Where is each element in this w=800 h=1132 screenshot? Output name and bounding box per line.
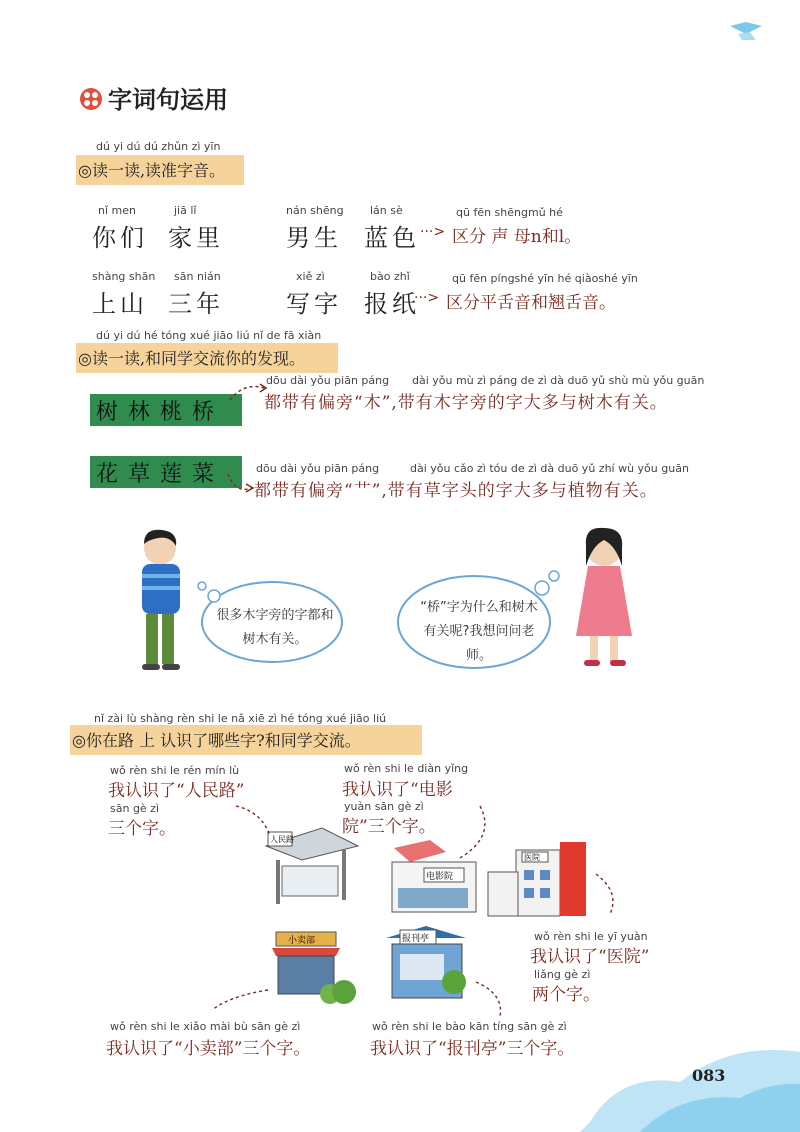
word-pinyin: sān nián: [174, 270, 221, 283]
word: 报纸: [364, 290, 420, 318]
word: 男生: [286, 224, 342, 252]
note: 都带有偏旁“艹”,带有草字头的字大多与植物有关。: [254, 481, 658, 501]
word-pinyin: xiě zì: [296, 270, 325, 283]
word: 蓝色: [364, 224, 420, 252]
bus-stop-illustration: [262, 826, 362, 912]
girl-speech: “桥”字为什么和树木有关呢?我想问问老师。: [420, 600, 538, 663]
char-group-text: 树林桃桥: [96, 400, 225, 425]
sentence: 我认识了“电影: [342, 780, 453, 800]
sentence: 我认识了“人民路”: [108, 781, 245, 801]
word-pinyin: jiā lǐ: [174, 204, 197, 217]
note-pinyin: qū fēn píngshé yīn hé qiàoshé yīn: [452, 272, 638, 285]
sentence-pinyin: sān gè zì: [110, 802, 160, 815]
sentence-pinyin: wǒ rèn shi le yī yuàn: [534, 930, 648, 943]
girl-illustration: [560, 526, 650, 676]
hospital-sign: 医院: [524, 853, 540, 862]
instruction-1: ◎读一读,读准字音。: [78, 161, 226, 180]
page-number: 083: [692, 1066, 726, 1085]
note: 区分平舌音和翘舌音。: [446, 293, 616, 313]
kiosk-sign: 报刊亭: [402, 934, 430, 944]
sentence-pinyin: yuàn sān gè zì: [344, 800, 424, 813]
instruction-2: ◎读一读,和同学交流你的发现。: [78, 349, 306, 368]
word: 三年: [168, 290, 224, 318]
sentence: 我认识了“小卖部”三个字。: [106, 1039, 311, 1059]
arrow-icon: ···>: [414, 290, 440, 306]
shop-sign: 小卖部: [288, 936, 316, 946]
kiosk-illustration: [382, 924, 472, 1004]
instruction-2-pinyin: dú yi dú hé tóng xué jiāo liú nǐ de fā xiàn: [96, 329, 322, 342]
decoration-sparkle-icon: [728, 14, 768, 44]
note-pinyin: qū fēn shēngmǔ hé: [456, 206, 563, 219]
dashed-arrow-icon: [226, 470, 256, 500]
word: 家里: [168, 224, 224, 252]
word-pinyin: bào zhǐ: [370, 270, 410, 283]
note: 区分 声 母n和l。: [452, 227, 582, 247]
note: 都带有偏旁“木”,带有木字旁的字大多与树木有关。: [264, 393, 668, 413]
char-group-wood: [90, 394, 242, 426]
cinema-illustration: [384, 838, 484, 918]
word-pinyin: nǐ men: [98, 204, 136, 217]
word-pinyin: nán shēng: [286, 204, 344, 217]
word: 写字: [286, 290, 342, 318]
sentence: 三个字。: [108, 819, 176, 839]
char-group-text: 花草莲菜: [96, 462, 225, 487]
section-icon: [80, 88, 102, 110]
char-group-grass: [90, 456, 242, 488]
sentence-pinyin: wǒ rèn shi le xiǎo mài bù sān gè zì: [110, 1020, 301, 1033]
note-pinyin: dōu dài yǒu piān páng: [266, 374, 390, 387]
instruction-3-pinyin: nǐ zài lù shàng rèn shi le nǎ xiē zì hé tóng xué jiāo liú: [94, 712, 387, 725]
note-pinyin: dōu dài yǒu piān páng: [256, 462, 380, 475]
word: 上山: [92, 290, 148, 318]
word-pinyin: lán sè: [370, 204, 403, 217]
sentence: 两个字。: [532, 985, 600, 1005]
sentence: 我认识了“医院”: [530, 947, 650, 967]
sentence-pinyin: wǒ rèn shi le rén mín lù: [110, 764, 240, 777]
hospital-illustration: [486, 840, 590, 920]
dashed-arrow-icon: [228, 380, 268, 404]
renminlu-sign: 人民路: [270, 835, 294, 844]
section-title: 字词句运用: [108, 86, 228, 114]
sentence-pinyin: wǒ rèn shi le bào kān tíng sān gè zì: [372, 1020, 567, 1033]
instruction-1-pinyin: dú yi dú dú zhǔn zì yīn: [96, 140, 221, 153]
instruction-3: ◎你在路 上 认识了哪些字?和同学交流。: [72, 731, 361, 750]
bush-illustration: [318, 976, 358, 1006]
sentence: 院”三个字。: [342, 817, 436, 837]
watercolor-decoration: [580, 1012, 800, 1132]
note-pinyin: dài yǒu mù zì páng de zì dà duō yǔ shù mù yǒu guān: [412, 374, 705, 387]
sentence-pinyin: liǎng gè zì: [534, 968, 591, 981]
arrow-icon: ···>: [420, 224, 446, 240]
note-pinyin: dài yǒu cǎo zì tóu de zì dà duō yǔ zhí wù yǒu guān: [410, 462, 689, 475]
cinema-sign: 电影院: [426, 872, 454, 882]
boy-speech: 很多木字旁的字都和树木有关。: [216, 608, 334, 647]
sentence: 我认识了“报刊亭”三个字。: [370, 1039, 575, 1059]
word-pinyin: shàng shān: [92, 270, 156, 283]
word: 你们: [92, 224, 148, 252]
sentence-pinyin: wǒ rèn shi le diàn yǐng: [344, 762, 469, 775]
